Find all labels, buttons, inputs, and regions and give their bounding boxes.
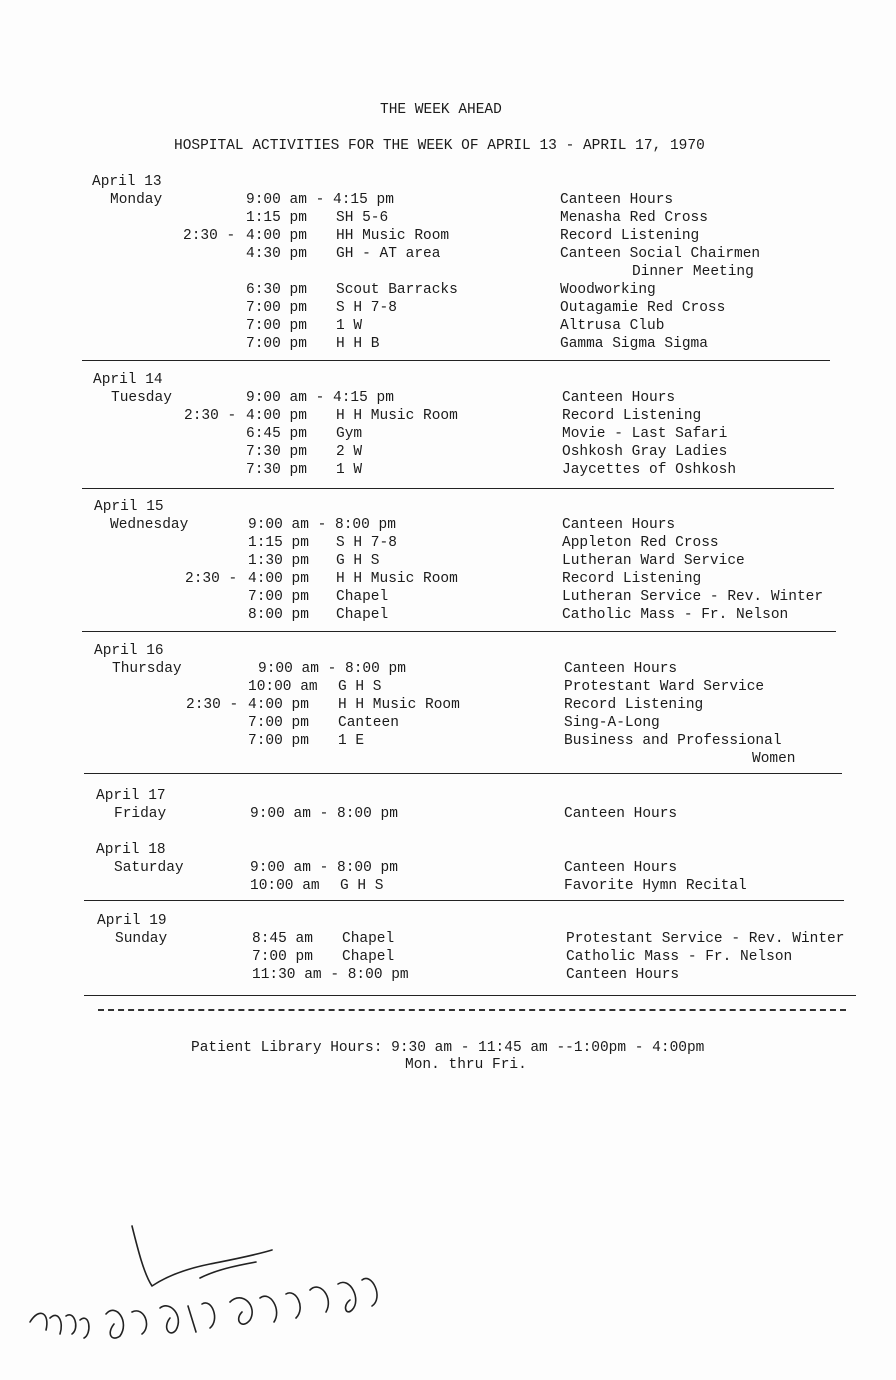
divider xyxy=(84,995,856,996)
event-location: H H B xyxy=(336,336,380,352)
event-activity: Lutheran Service - Rev. Winter xyxy=(562,589,824,605)
event-time: 9:00 am - 8:00 pm xyxy=(250,860,398,876)
event-time: 7:30 pm xyxy=(246,462,307,478)
event-activity: Canteen Hours xyxy=(562,390,676,406)
event-time: 7:00 pm xyxy=(246,336,307,352)
event-time: 7:00 pm xyxy=(248,589,309,605)
day-weekday: Monday xyxy=(110,192,163,208)
library-hours: Patient Library Hours: 9:30 am - 11:45 am --1:00pm - 4:00pm xyxy=(191,1040,705,1056)
event-time: 9:00 am - 8:00 pm xyxy=(258,661,406,677)
event-activity: Appleton Red Cross xyxy=(562,535,719,551)
event-location: H H Music Room xyxy=(338,697,460,713)
event-time: 4:00 pm xyxy=(248,571,309,587)
event-time: 9:00 am - 8:00 pm xyxy=(248,517,396,533)
event-location: 2 W xyxy=(336,444,363,460)
day-weekday: Saturday xyxy=(114,860,184,876)
event-start-time: 2:30 - xyxy=(186,697,239,713)
event-location: Chapel xyxy=(342,949,395,965)
event-activity-continued: Women xyxy=(752,751,796,767)
event-location: G H S xyxy=(336,553,380,569)
event-activity: Menasha Red Cross xyxy=(560,210,708,226)
event-location: S H 7-8 xyxy=(336,535,397,551)
event-location: Scout Barracks xyxy=(336,282,458,298)
event-time: 4:00 pm xyxy=(248,697,309,713)
event-location: 1 E xyxy=(338,733,365,749)
event-location: 1 W xyxy=(336,462,363,478)
library-days: Mon. thru Fri. xyxy=(405,1057,527,1073)
event-activity: Protestant Service - Rev. Winter xyxy=(566,931,845,947)
event-activity: Record Listening xyxy=(564,697,704,713)
event-activity: Canteen Hours xyxy=(564,860,678,876)
event-activity: Canteen Hours xyxy=(566,967,680,983)
event-time: 4:00 pm xyxy=(246,408,307,424)
event-start-time: 2:30 - xyxy=(183,228,236,244)
event-activity: Canteen Hours xyxy=(564,661,678,677)
event-activity: Oshkosh Gray Ladies xyxy=(562,444,728,460)
event-activity: Record Listening xyxy=(562,408,702,424)
event-activity: Canteen Social Chairmen xyxy=(560,246,761,262)
event-location: Chapel xyxy=(342,931,395,947)
day-date: April 15 xyxy=(94,499,164,515)
event-time: 11:30 am - 8:00 pm xyxy=(252,967,409,983)
dashed-divider xyxy=(98,1009,846,1011)
event-activity: Record Listening xyxy=(562,571,702,587)
event-time: 8:00 pm xyxy=(248,607,309,623)
event-location: 1 W xyxy=(336,318,363,334)
event-time: 6:30 pm xyxy=(246,282,307,298)
event-time: 10:00 am xyxy=(248,679,318,695)
event-time: 8:45 am xyxy=(252,931,313,947)
day-weekday: Thursday xyxy=(112,661,182,677)
event-time: 10:00 am xyxy=(250,878,320,894)
event-location: G H S xyxy=(340,878,384,894)
event-location: Chapel xyxy=(336,607,389,623)
event-time: 1:30 pm xyxy=(248,553,309,569)
event-time: 7:30 pm xyxy=(246,444,307,460)
event-time: 9:00 am - 4:15 pm xyxy=(246,192,394,208)
event-location: S H 7-8 xyxy=(336,300,397,316)
event-activity: Outagamie Red Cross xyxy=(560,300,726,316)
document-title: THE WEEK AHEAD xyxy=(380,102,502,118)
event-activity: Record Listening xyxy=(560,228,700,244)
event-activity: Business and Professional xyxy=(564,733,782,749)
event-time: 6:45 pm xyxy=(246,426,307,442)
event-time: 9:00 am - 4:15 pm xyxy=(246,390,394,406)
event-activity: Catholic Mass - Fr. Nelson xyxy=(566,949,793,965)
event-time: 7:00 pm xyxy=(248,733,309,749)
event-start-time: 2:30 - xyxy=(184,408,237,424)
event-time: 1:15 pm xyxy=(246,210,307,226)
day-date: April 18 xyxy=(96,842,166,858)
event-time: 7:00 pm xyxy=(252,949,313,965)
day-weekday: Wednesday xyxy=(110,517,189,533)
event-activity: Lutheran Ward Service xyxy=(562,553,745,569)
day-date: April 17 xyxy=(96,788,166,804)
signature-mark xyxy=(30,1226,377,1338)
signature xyxy=(20,1210,400,1370)
day-date: April 13 xyxy=(92,174,162,190)
event-activity: Gamma Sigma Sigma xyxy=(560,336,708,352)
divider xyxy=(84,900,844,901)
event-location: Gym xyxy=(336,426,363,442)
divider xyxy=(84,773,842,774)
event-time: 4:00 pm xyxy=(246,228,307,244)
event-activity: Sing-A-Long xyxy=(564,715,660,731)
event-location: SH 5-6 xyxy=(336,210,389,226)
event-location: H H Music Room xyxy=(336,408,458,424)
day-date: April 16 xyxy=(94,643,164,659)
event-activity: Canteen Hours xyxy=(560,192,674,208)
event-location: Chapel xyxy=(336,589,389,605)
event-time: 7:00 pm xyxy=(246,318,307,334)
event-activity: Movie - Last Safari xyxy=(562,426,728,442)
divider xyxy=(82,488,834,489)
event-location: Canteen xyxy=(338,715,399,731)
divider xyxy=(82,360,830,361)
day-date: April 14 xyxy=(93,372,163,388)
event-activity: Protestant Ward Service xyxy=(564,679,765,695)
event-activity: Canteen Hours xyxy=(564,806,678,822)
event-activity: Catholic Mass - Fr. Nelson xyxy=(562,607,789,623)
event-activity: Favorite Hymn Recital xyxy=(564,878,747,894)
event-activity: Jaycettes of Oshkosh xyxy=(562,462,737,478)
event-time: 7:00 pm xyxy=(248,715,309,731)
event-location: HH Music Room xyxy=(336,228,450,244)
divider xyxy=(82,631,836,632)
event-location: H H Music Room xyxy=(336,571,458,587)
event-time: 7:00 pm xyxy=(246,300,307,316)
event-activity-continued: Dinner Meeting xyxy=(632,264,754,280)
event-time: 1:15 pm xyxy=(248,535,309,551)
event-time: 4:30 pm xyxy=(246,246,307,262)
document-subtitle: HOSPITAL ACTIVITIES FOR THE WEEK OF APRIL 13 - APRIL 17, 1970 xyxy=(174,138,705,154)
day-date: April 19 xyxy=(97,913,167,929)
day-weekday: Sunday xyxy=(115,931,168,947)
event-activity: Altrusa Club xyxy=(560,318,665,334)
day-weekday: Tuesday xyxy=(111,390,172,406)
event-start-time: 2:30 - xyxy=(185,571,238,587)
event-location: GH - AT area xyxy=(336,246,441,262)
event-time: 9:00 am - 8:00 pm xyxy=(250,806,398,822)
day-weekday: Friday xyxy=(114,806,167,822)
event-activity: Canteen Hours xyxy=(562,517,676,533)
event-location: G H S xyxy=(338,679,382,695)
event-activity: Woodworking xyxy=(560,282,656,298)
